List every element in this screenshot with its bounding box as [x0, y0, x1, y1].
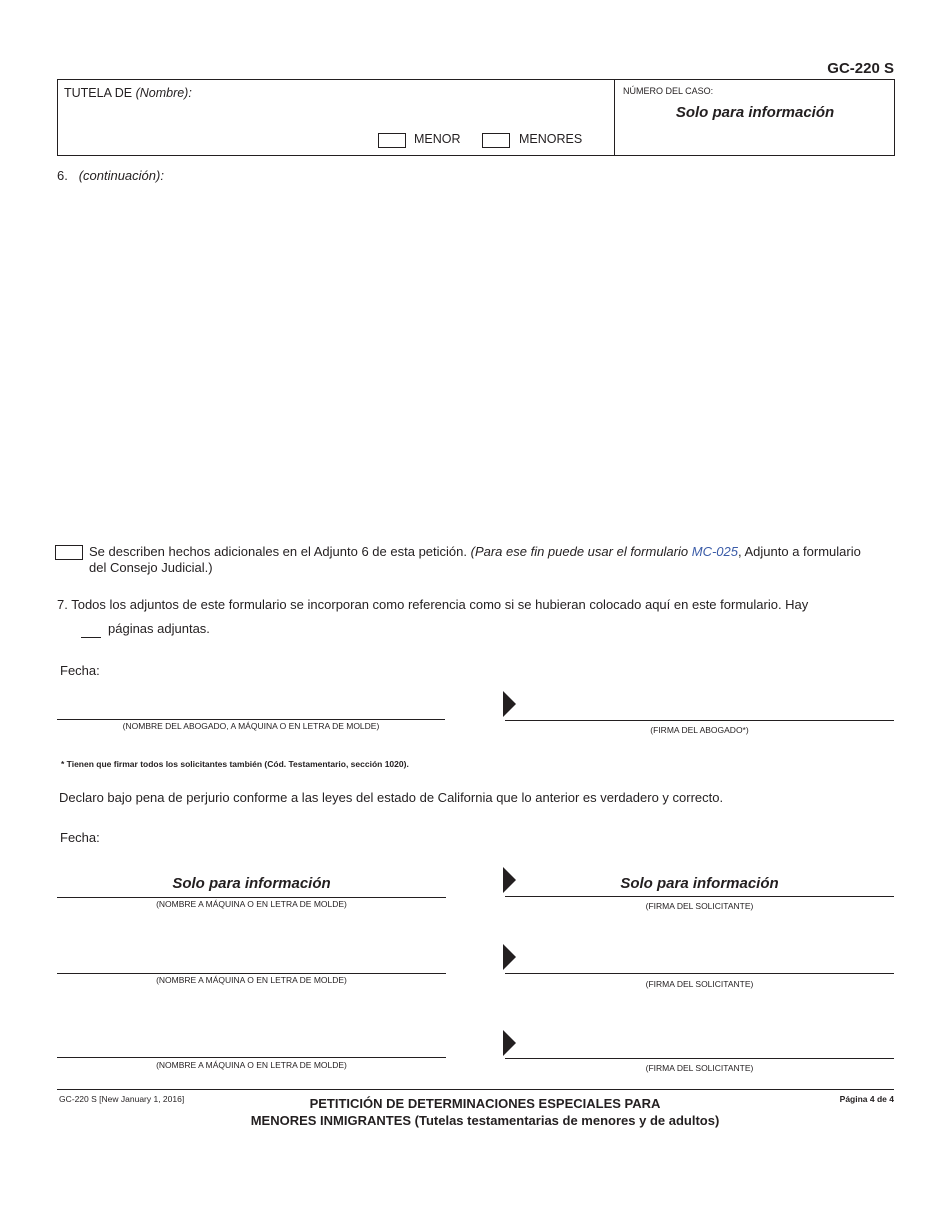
form-title [200, 1095, 770, 1129]
pages-attached-label: páginas adjuntas. [108, 621, 210, 636]
item-6-heading [57, 168, 164, 183]
attachment-6-hint-end: , Adjunto a formulario del Consejo Judicial.) [89, 544, 861, 575]
case-number-label: NÚMERO DEL CASO: [623, 86, 714, 96]
petitioner-2-signature-caption: (FIRMA DEL SOLICITANTE) [645, 979, 754, 989]
attachment-6-checkbox[interactable] [55, 545, 83, 560]
guardianship-label [64, 86, 192, 100]
petitioner-1-signature-line [505, 896, 894, 897]
guardianship-label-text: TUTELA DE [64, 86, 133, 100]
attorney-name-caption: (NOMBRE DEL ABOGADO, A MÁQUINA O EN LETRA DE MOLDE) [122, 721, 380, 731]
petitioner-2-name-field[interactable] [57, 973, 446, 974]
case-number-section [615, 80, 894, 155]
form-revision: GC-220 S [New January 1, 2016] [59, 1094, 185, 1104]
signature-arrow-icon [503, 1030, 516, 1056]
attorney-name-field[interactable] [57, 719, 445, 720]
attorney-signature-caption: (FIRMA DEL ABOGADO*) [650, 725, 749, 735]
attorney-signature-field[interactable] [505, 720, 894, 721]
item-6-text-area[interactable] [57, 190, 894, 530]
signature-note: * Tienen que firmar todos los solicitantes también (Cód. Testamentario, sección 1020). [61, 759, 409, 769]
petitioner-3-name-caption: (NOMBRE A MÁQUINA O EN LETRA DE MOLDE) [156, 1060, 347, 1070]
form-id: GC-220 S [827, 60, 894, 77]
pages-count-field[interactable] [81, 637, 101, 638]
petitioner-1-signature-caption: (FIRMA DEL SOLICITANTE) [645, 901, 754, 911]
menores-checkbox[interactable] [482, 133, 510, 148]
petitioner-date-label: Fecha: [60, 830, 100, 845]
item-6-number: 6. [57, 168, 68, 183]
page-number: Página 4 de 4 [839, 1094, 894, 1104]
petitioner-1-name-caption: (NOMBRE A MÁQUINA O EN LETRA DE MOLDE) [156, 899, 347, 909]
petitioner-3-name-field[interactable] [57, 1057, 446, 1058]
guardianship-hint: (Nombre): [135, 86, 192, 100]
attorney-date-label: Fecha: [60, 663, 100, 678]
attachment-6-statement [89, 544, 879, 576]
menores-label: MENORES [519, 132, 583, 146]
petitioner-1-signature-field[interactable]: Solo para información [620, 875, 779, 892]
menor-label: MENOR [414, 132, 461, 146]
petitioner-3-signature-caption: (FIRMA DEL SOLICITANTE) [645, 1063, 754, 1073]
attachment-6-text: Se describen hechos adicionales en el Adjunto 6 de esta petición. [89, 544, 467, 559]
caption-header [57, 79, 895, 156]
petitioner-3-signature-field[interactable] [505, 1058, 894, 1059]
footer-divider [57, 1089, 894, 1090]
petitioner-2-signature-field[interactable] [505, 973, 894, 974]
mc-025-link[interactable]: MC-025 [691, 544, 738, 559]
attachment-6-hint: (Para ese fin puede usar el formulario [470, 544, 689, 559]
petitioner-1-name-field[interactable]: Solo para información [172, 875, 331, 892]
form-title-line-1: PETITICIÓN DE DETERMINACIONES ESPECIALES PARA [309, 1096, 661, 1111]
signature-arrow-icon [503, 944, 516, 970]
item-7-text: 7. Todos los adjuntos de este formulario se incorporan como referencia como si se hubieran colocado aquí en este formulario. Hay [57, 597, 809, 612]
petitioner-2-name-caption: (NOMBRE A MÁQUINA O EN LETRA DE MOLDE) [156, 975, 347, 985]
signature-arrow-icon [503, 691, 516, 717]
item-6-text: (continuación): [78, 168, 164, 183]
guardianship-of-section [58, 80, 615, 155]
declaration-text: Declaro bajo pena de perjurio conforme a las leyes del estado de California que lo anterior es verdadero y correcto. [59, 790, 724, 805]
petitioner-1-name-line [57, 897, 446, 898]
case-number-field[interactable]: Solo para información [675, 104, 835, 121]
menor-checkbox[interactable] [378, 133, 406, 148]
form-title-line-2: MENORES INMIGRANTES (Tutelas testamentarias de menores y de adultos) [250, 1113, 720, 1128]
